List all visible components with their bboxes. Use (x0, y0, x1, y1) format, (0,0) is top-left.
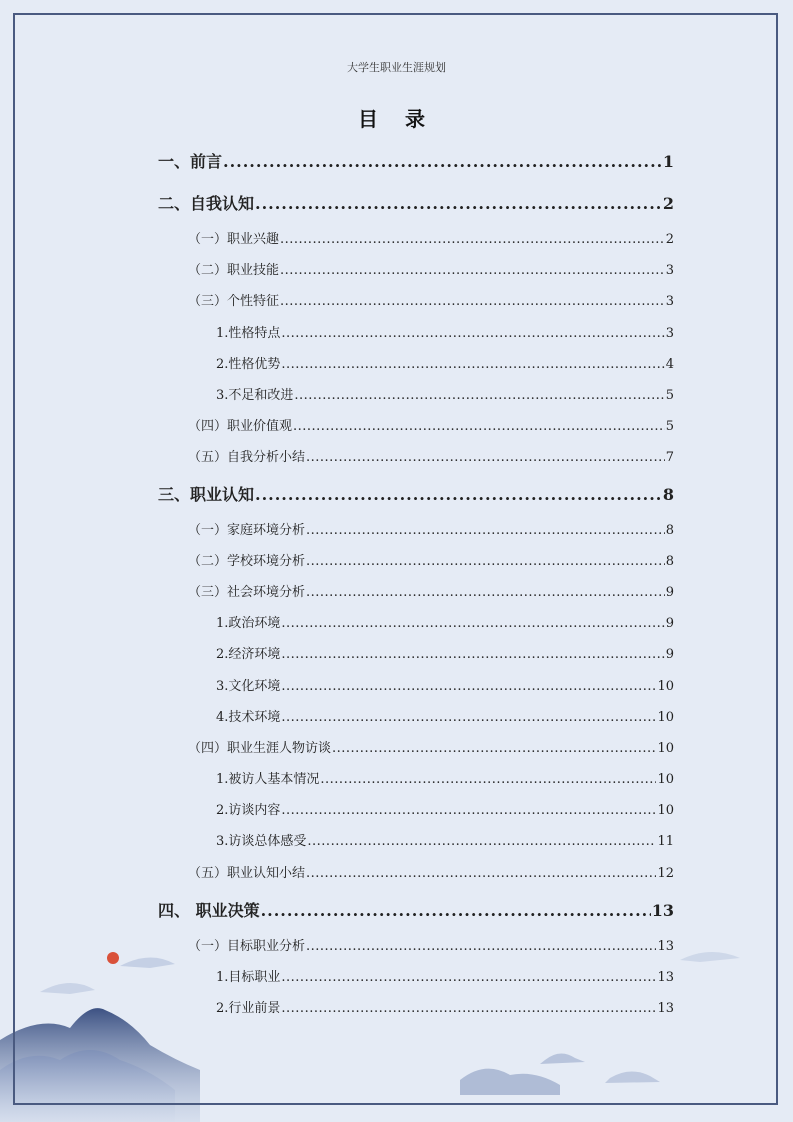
toc-entry[interactable] (216, 643, 674, 662)
toc-entry[interactable] (158, 482, 674, 505)
toc-entry[interactable] (188, 519, 674, 538)
toc-entry[interactable] (216, 353, 674, 372)
toc-page-number: 5 (665, 419, 674, 434)
toc-entry[interactable] (216, 612, 674, 631)
toc-entry-label: 一、前言 (158, 152, 223, 171)
toc-page-number: 10 (657, 741, 674, 756)
toc-page-number: 7 (665, 450, 674, 465)
toc-leader-dots (293, 419, 665, 434)
toc-entry[interactable] (158, 149, 674, 172)
toc-page-number: 9 (665, 616, 674, 631)
toc-page-number: 9 (665, 647, 674, 662)
toc-page-number: 2 (665, 232, 674, 247)
toc-entry[interactable] (216, 384, 674, 403)
toc-entry[interactable] (216, 966, 674, 985)
toc-leader-dots (306, 554, 665, 569)
toc-leader-dots (281, 679, 656, 694)
toc-entry-label: （一）职业兴趣 (188, 232, 280, 247)
toc-entry-label: （五）自我分析小结 (188, 450, 306, 465)
toc-leader-dots (281, 616, 664, 631)
toc-leader-dots (281, 1001, 656, 1016)
toc-page-number: 13 (657, 939, 674, 954)
toc-entry[interactable] (216, 997, 674, 1016)
toc-entry[interactable] (216, 675, 674, 694)
toc-entry[interactable] (188, 228, 674, 247)
toc-entry[interactable] (188, 737, 674, 756)
toc-page-number: 1 (662, 152, 674, 171)
toc-leader-dots (280, 294, 665, 309)
toc-leader-dots (306, 585, 665, 600)
toc-page-number: 8 (665, 554, 674, 569)
toc-leader-dots (255, 194, 662, 213)
toc-leader-dots (307, 834, 656, 849)
toc-entry-label: 1.性格特点 (216, 326, 281, 341)
toc-leader-dots (320, 772, 656, 787)
toc-entry[interactable] (188, 935, 674, 954)
toc-entry[interactable] (188, 581, 674, 600)
toc-entry-label: （三）个性特征 (188, 294, 280, 309)
toc-entry[interactable] (188, 290, 674, 309)
toc-entry-label: （二）职业技能 (188, 263, 280, 278)
toc-leader-dots (306, 939, 656, 954)
toc-entry-label: 二、自我认知 (158, 194, 255, 213)
toc-page-number: 5 (665, 388, 674, 403)
toc-leader-dots (280, 232, 665, 247)
toc-page-number: 10 (657, 679, 674, 694)
toc-entry[interactable] (158, 898, 674, 921)
toc-entry-label: 2.访谈内容 (216, 803, 281, 818)
toc-page-number: 2 (662, 194, 674, 213)
toc-leader-dots (255, 485, 662, 504)
toc-page-number: 3 (665, 294, 674, 309)
toc-entry-label: 三、职业认知 (158, 485, 255, 504)
toc-entry[interactable] (188, 415, 674, 434)
toc-entry[interactable] (188, 259, 674, 278)
toc-leader-dots (332, 741, 656, 756)
toc-entry[interactable] (216, 706, 674, 725)
toc-page-number: 8 (665, 523, 674, 538)
toc-entry-label: （五）职业认知小结 (188, 866, 306, 881)
toc-page-number: 9 (665, 585, 674, 600)
toc-entry-label: （四）职业价值观 (188, 419, 293, 434)
toc-entry-label: （三）社会环境分析 (188, 585, 306, 600)
toc-page-number: 12 (657, 866, 674, 881)
toc-entry[interactable] (188, 862, 674, 881)
toc-page-number: 3 (665, 326, 674, 341)
toc-leader-dots (280, 263, 665, 278)
toc-entry-label: （一）目标职业分析 (188, 939, 306, 954)
toc-entry-label: （二）学校环境分析 (188, 554, 306, 569)
toc-leader-dots (306, 450, 665, 465)
toc-leader-dots (281, 970, 656, 985)
toc-leader-dots (306, 866, 656, 881)
toc-page-number: 10 (657, 803, 674, 818)
toc-entry[interactable] (188, 446, 674, 465)
toc-page-number: 11 (657, 834, 674, 849)
toc-leader-dots (261, 901, 651, 920)
toc-entry[interactable] (216, 768, 674, 787)
toc-entry-label: 3.不足和改进 (216, 388, 294, 403)
toc-leader-dots (306, 523, 665, 538)
toc-entry-label: 3.文化环境 (216, 679, 281, 694)
toc-page-number: 13 (657, 970, 674, 985)
toc-page-number: 13 (651, 901, 674, 920)
toc-entry[interactable] (216, 799, 674, 818)
toc-entry-label: 4.技术环境 (216, 710, 281, 725)
toc-entry-label: 1.被访人基本情况 (216, 772, 320, 787)
toc-entry[interactable] (158, 191, 674, 214)
toc-leader-dots (281, 803, 656, 818)
toc-page-number: 13 (657, 1001, 674, 1016)
toc-leader-dots (281, 647, 664, 662)
toc-entry-label: 2.性格优势 (216, 357, 281, 372)
toc-page-number: 10 (657, 710, 674, 725)
toc-entry-label: 1.政治环境 (216, 616, 281, 631)
toc-leader-dots (281, 710, 656, 725)
toc-entry-label: （四）职业生涯人物访谈 (188, 741, 332, 756)
toc-page-number: 10 (657, 772, 674, 787)
toc-entry-label: 2.行业前景 (216, 1001, 281, 1016)
toc-leader-dots (281, 326, 664, 341)
toc-title: 目 录 (358, 107, 435, 131)
toc-entry-label: 四、 职业决策 (158, 901, 260, 920)
toc-page-number: 8 (662, 485, 674, 504)
toc-page-number: 3 (665, 263, 674, 278)
toc-entry[interactable] (216, 322, 674, 341)
toc-entry-label: 2.经济环境 (216, 647, 281, 662)
toc-leader-dots (281, 357, 664, 372)
toc-entry-label: 1.目标职业 (216, 970, 281, 985)
toc-leader-dots (294, 388, 664, 403)
toc-entry-label: 3.访谈总体感受 (216, 834, 307, 849)
toc-page-number: 4 (665, 357, 674, 372)
toc-entry[interactable] (188, 550, 674, 569)
toc-leader-dots (223, 152, 662, 171)
toc-entry-label: （一）家庭环境分析 (188, 523, 306, 538)
page-header: 大学生职业生涯规划 (347, 61, 446, 74)
toc-entry[interactable] (216, 830, 674, 849)
